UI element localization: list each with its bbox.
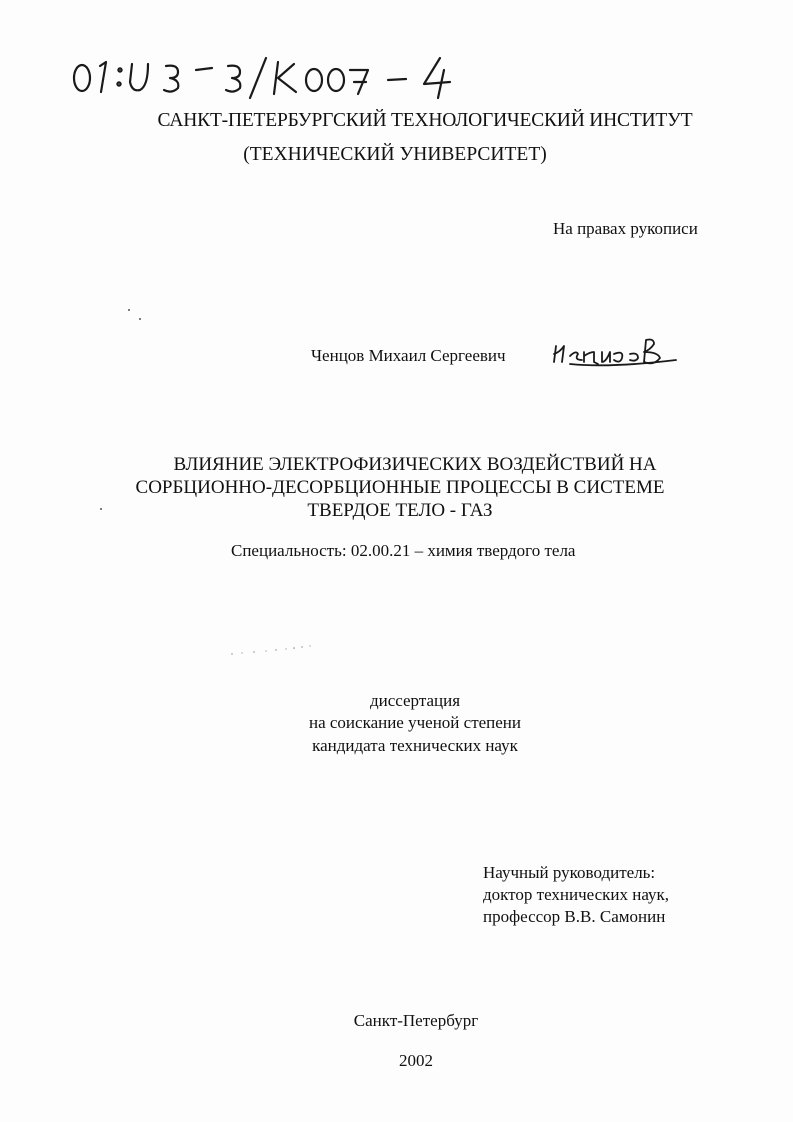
advisor-degree: доктор технических наук,: [483, 885, 670, 904]
institute-name-line-1: САНКТ-ПЕТЕРБУРГСКИЙ ТЕХНОЛОГИЧЕСКИЙ ИНСТИТУТ: [157, 110, 693, 131]
thesis-title-line-3: ТВЕРДОЕ ТЕЛО - ГАЗ: [307, 500, 493, 521]
city: Санкт-Петербург: [353, 1011, 479, 1030]
dissertation-purpose: на соискание ученой степени: [308, 713, 522, 732]
institute-name-line-2: (ТЕХНИЧЕСКИЙ УНИВЕРСИТЕТ): [243, 144, 547, 165]
advisor-name: профессор В.В. Самонин: [483, 907, 666, 926]
scan-noise: [228, 642, 318, 658]
handwritten-archive-code: [68, 52, 468, 102]
specialty: Специальность: 02.00.21 – химия твердого тела: [231, 541, 576, 560]
author-signature: [550, 332, 690, 372]
rights-note: На правах рукописи: [553, 219, 698, 238]
year: 2002: [399, 1051, 433, 1070]
advisor-heading: Научный руководитель:: [483, 863, 656, 882]
scan-speck: [128, 309, 130, 311]
author-name: Ченцов Михаил Сергеевич: [311, 346, 506, 365]
scan-speck: [139, 318, 141, 320]
thesis-title-line-1: ВЛИЯНИЕ ЭЛЕКТРОФИЗИЧЕСКИХ ВОЗДЕЙСТВИЙ НА: [173, 454, 657, 475]
dissertation-degree: кандидата технических наук: [312, 736, 518, 755]
scan-speck: [100, 508, 102, 510]
dissertation-type: диссертация: [369, 691, 461, 710]
thesis-title-line-2: СОРБЦИОННО-ДЕСОРБЦИОННЫЕ ПРОЦЕССЫ В СИСТЕМЕ: [135, 477, 665, 498]
